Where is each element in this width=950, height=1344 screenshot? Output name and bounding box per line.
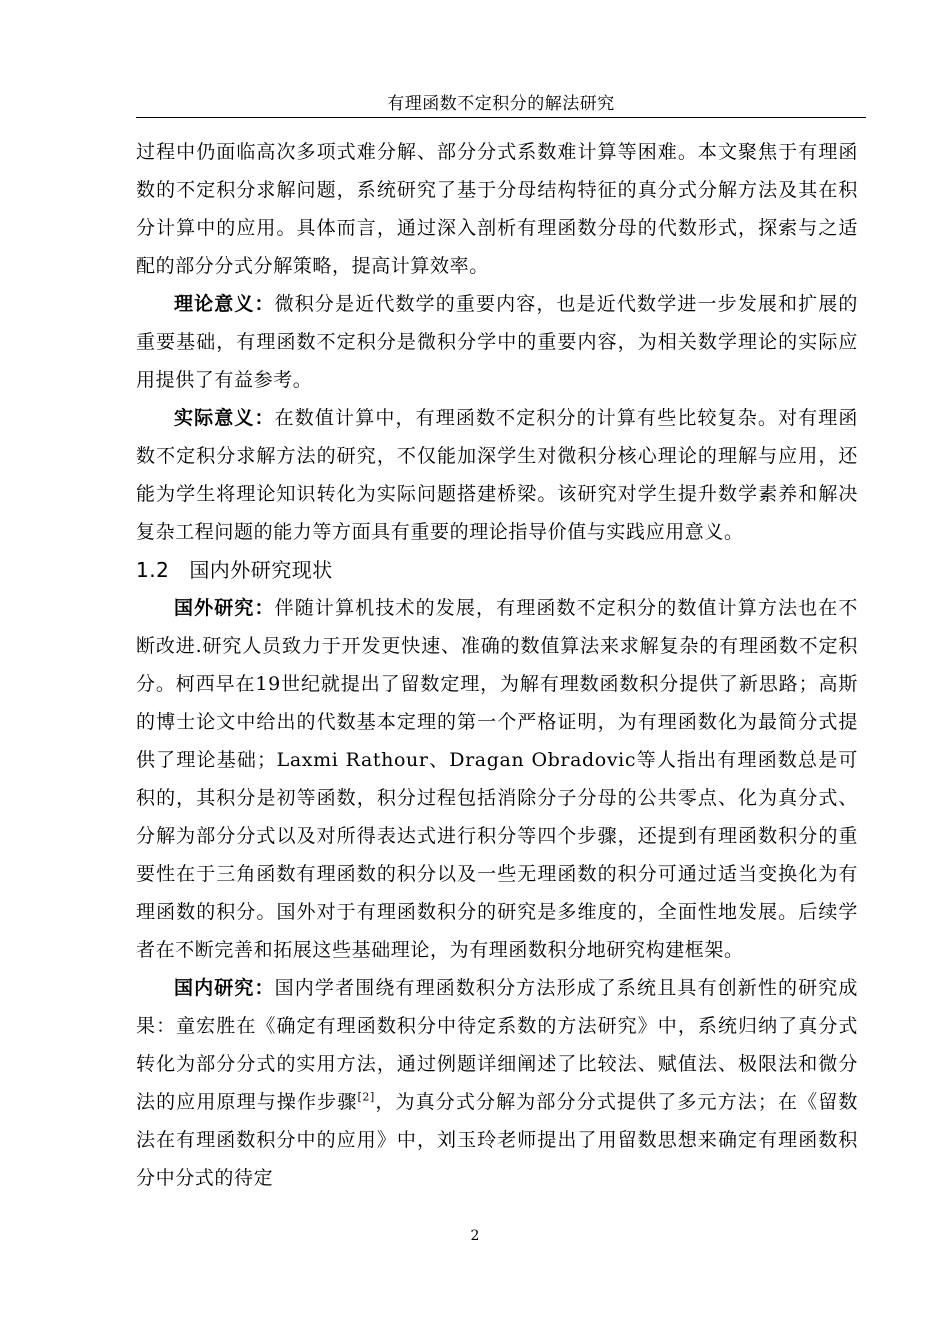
section-heading: [136, 551, 858, 589]
section-number: 1.2: [136, 558, 170, 582]
lead-theoretical-significance: 理论意义：: [174, 293, 275, 315]
page-header-title: 有理函数不定积分的解法研究: [387, 94, 615, 114]
section-title: 国内外研究现状: [189, 558, 333, 582]
header-rule: [136, 117, 866, 118]
paragraph-domestic-research: [136, 969, 858, 1197]
text-theoretical-significance: 微积分是近代数学的重要内容，也是近代数学进一步发展和扩展的重要基础，有理函数不定积分是微积分学中的重要内容，为相关数学理论的实际应用提供了有益参考。: [136, 293, 858, 391]
paragraph-intro-continuation: 过程中仍面临高次多项式难分解、部分分式系数难计算等困难。本文聚焦于有理函数的不定积分求解问题，系统研究了基于分母结构特征的真分式分解方法及其在积分计算中的应用。具体而言，通过深入剖析有理函数分母的代数形式，探索与之适配的部分分式分解策略，提高计算效率。: [136, 141, 858, 277]
lead-foreign-research: 国外研究：: [174, 597, 275, 619]
paragraph-practical-significance: [136, 399, 858, 551]
page-number: 2: [470, 1228, 480, 1244]
paragraph-foreign-research: [136, 589, 858, 969]
text-domestic-research-part2: ，为真分式分解为部分分式提供了多元方法；在《留数法在有理函数积分中的应用》中，刘玉玲老师提出了用留数思想来确定有理函数积分中分式的待定: [136, 1091, 858, 1189]
text-domestic-research-part1: 国内学者围绕有理函数积分方法形成了系统且具有创新性的研究成果：童宏胜在《确定有理函数积分中待定系数的方法研究》中，系统归纳了真分式转化为部分分式的实用方法，通过例题详细阐述了比较法、赋值法、极限法和微分法的应用原理与操作步骤: [136, 977, 858, 1113]
paragraph-theoretical-significance: [136, 285, 858, 399]
lead-practical-significance: 实际意义：: [174, 407, 275, 429]
text-practical-significance: 在数值计算中，有理函数不定积分的计算有些比较复杂。对有理函数不定积分求解方法的研究，不仅能加深学生对微积分核心理论的理解与应用，还能为学生将理论知识转化为实际问题搭建桥梁。该研究对学生提升数学素养和解决复杂工程问题的能力等方面具有重要的理论指导价值与实践应用意义。: [136, 407, 858, 543]
document-body: [136, 133, 858, 1197]
citation-reference[interactable]: [2]: [357, 1090, 375, 1104]
lead-domestic-research: 国内研究：: [174, 977, 275, 999]
text-foreign-research: 伴随计算机技术的发展，有理函数不定积分的数值计算方法也在不断改进.研究人员致力于开发更快速、准确的数值算法来求解复杂的有理函数不定积分。柯西早在19世纪就提出了留数定理，为解有理数函数积分提供了新思路；高斯的博士论文中给出的代数基本定理的第一个严格证明，为有理函数化为最简分式提供了理论基础；Laxmi Rathour、Dragan Obradovic等人指出有理函数总是可积的，其积分是初等函数，积分过程包括消除分子分母的公共零点、化为真分式、分解为部分分式以及对所得表达式进行积分等四个步骤，还提到有理函数积分的重要性在于三角函数有理函数的积分以及一些无理函数的积分可通过适当变换化为有理函数的积分。国外对于有理函数积分的研究是多维度的，全面性地发展。后续学者在不断完善和拓展这些基础理论，为有理函数积分地研究构建框架。: [136, 597, 858, 961]
